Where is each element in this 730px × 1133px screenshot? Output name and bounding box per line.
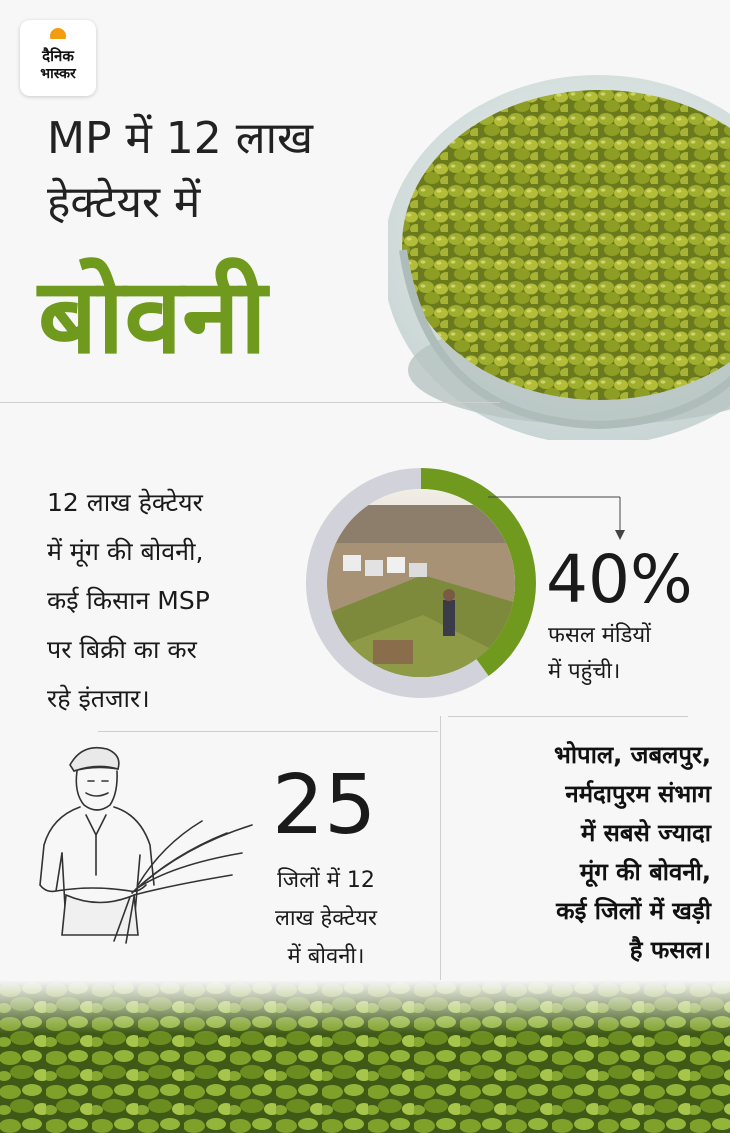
- info-right-line: कई जिलों में खड़ी: [556, 897, 711, 925]
- stat-districts-caption-line: लाख हेक्टेयर: [274, 906, 378, 931]
- divider-vertical: [440, 716, 441, 988]
- stat-percent-caption: [548, 618, 651, 690]
- divider-middle-left: [98, 731, 438, 732]
- stat-districts-caption-line: में बोवनी।: [287, 944, 365, 969]
- title-highlight: बोवनी: [38, 255, 267, 377]
- stat-districts-caption-line: जिलों में 12: [277, 868, 375, 893]
- farmer-sketch-icon: [22, 735, 262, 945]
- info-left-text: [47, 478, 277, 723]
- info-left-line: 12 लाख हेक्टेयर: [47, 488, 203, 517]
- moong-bowl-image: [388, 40, 730, 440]
- logo-text-line1: दैनिक: [42, 47, 74, 65]
- info-right-text: [455, 736, 711, 970]
- stat-percent-caption-line: फसल मंडियों: [548, 623, 651, 648]
- info-left-line: कई किसान MSP: [47, 586, 210, 615]
- pointer-arrow-icon: [488, 494, 628, 544]
- info-right-line: नर्मदापुरम संभाग: [565, 780, 711, 808]
- title-line-1: MP में 12 लाख: [47, 113, 313, 164]
- divider-top: [0, 402, 500, 403]
- stat-percent-caption-line: में पहुंची।: [548, 659, 621, 684]
- info-left-line: में मूंग की बोवनी,: [47, 537, 204, 566]
- info-right-line: में सबसे ज्यादा: [580, 819, 711, 847]
- info-right-line: मूंग की बोवनी,: [579, 858, 711, 886]
- stat-districts-value: 25: [272, 758, 377, 853]
- info-left-line: पर बिक्री का कर: [47, 635, 197, 664]
- crop-field-image: [0, 980, 730, 1133]
- info-right-line: भोपाल, जबलपुर,: [553, 741, 711, 769]
- info-left-line: रहे इंतजार।: [47, 684, 150, 713]
- sun-logo-icon: [50, 28, 66, 44]
- stat-districts-caption: [240, 862, 412, 976]
- divider-middle-right: [448, 716, 688, 717]
- dainik-bhaskar-logo: [20, 20, 96, 96]
- info-right-line: है फसल।: [629, 936, 711, 964]
- stat-percent-value: 40%: [546, 541, 693, 618]
- logo-text-line2: भास्कर: [40, 66, 76, 82]
- title-line-2: हेक्टेयर में: [47, 177, 201, 228]
